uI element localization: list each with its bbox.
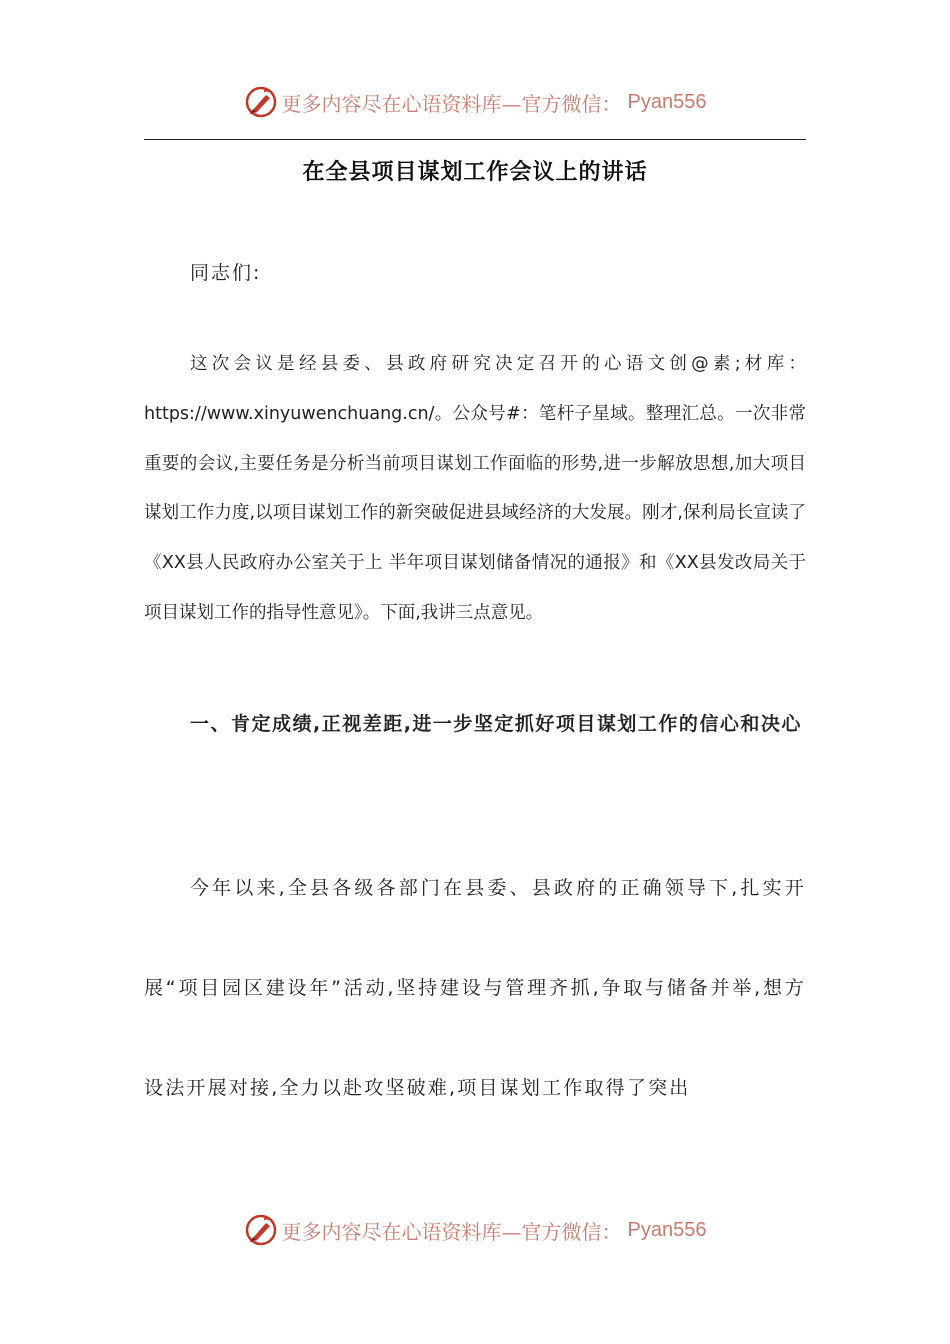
banner-text: 更多内容尽在心语资料库—官方微信：: [281, 91, 622, 116]
document-title: 在全县项目谋划工作会议上的讲话: [302, 160, 648, 185]
intro-paragraph: 这次会议是经县委、县政府研究决定召开的心语文创@素;材库：https://www.xinyuwenchuang.cn/。公众号#：笔杆子星域。整理汇总。一次非常重要的会议,主要任务是分析当前项目谋划工作面临的形势,进一步解放思想,加大项目谋划工作力度,以项目谋划工作的新突破促进县域经济的大发展。刚才,保利局长宣读了《XX县人民政府办公室关于上 半年项目谋划储备情况的通报》和《XX县发改局关于项目谋划工作的指导性意见》。下面,我讲三点意见。: [144, 354, 806, 623]
pen-logo-icon: [244, 85, 278, 119]
pen-logo-icon: [244, 1213, 278, 1247]
wechat-id: Pyan556: [627, 1218, 707, 1241]
wechat-id: Pyan556: [627, 90, 707, 113]
header-banner: [0, 82, 950, 122]
footer-banner: [0, 1210, 950, 1250]
section-heading: 一、肯定成绩,正视差距,进一步坚定抓好项目谋划工作的信心和决心: [190, 713, 802, 735]
banner-text: 更多内容尽在心语资料库—官方微信：: [281, 1219, 622, 1244]
body-paragraph: 今年以来,全县各级各部门在县委、县政府的正确领导下,扎实开展“项目园区建设年”活动,坚持建设与管理齐抓,争取与储备并举,想方设法开展对接,全力以赴攻坚破难,项目谋划工作取得了突出: [144, 877, 806, 1099]
header-divider: [144, 139, 806, 140]
salutation: 同志们:: [190, 262, 262, 284]
